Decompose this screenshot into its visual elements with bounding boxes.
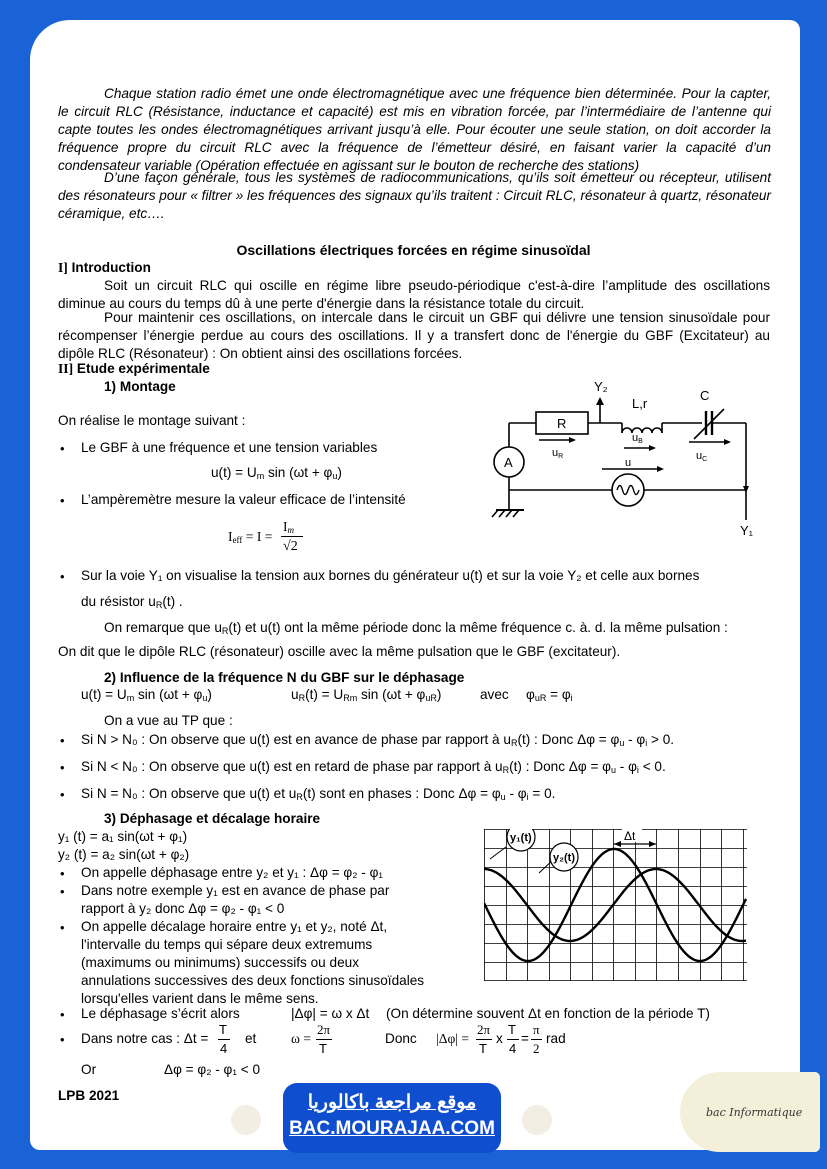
montage-text: On réalise le montage suivant :	[58, 413, 246, 428]
phi-n2: T	[508, 1022, 516, 1037]
donc-label: Donc	[385, 1031, 417, 1046]
case-n-equal: Si N = N₀ : On observe que u(t) et $u_R(t)$ sont en phases : Donc $\Delta\varphi = \varphi_u - \varphi_i = 0$.	[81, 786, 556, 802]
bullet: •	[60, 884, 65, 899]
bullet-amperemetre: L’ampèremètre mesure la valeur efficace de l’intensité	[81, 492, 406, 507]
avec-label: avec	[480, 687, 509, 702]
et-label: et	[245, 1031, 257, 1046]
bac-informatique-text: bac Informatique	[706, 1106, 803, 1119]
bullet: •	[60, 1007, 65, 1022]
decalage-line3: (maximums ou minimums) successifs ou deux	[81, 955, 359, 970]
variable-arrow	[694, 409, 724, 439]
ieff-numerator: $I_m$	[283, 519, 295, 535]
equation-y1: y₁ (t) = a₁ sin(ωt + φ₁)	[58, 829, 188, 844]
right-logo-icon	[522, 1105, 552, 1135]
subsection-dephasage: 3) Déphasage et décalage horaire	[104, 811, 321, 826]
notre-cas: Dans notre cas : Δt =	[81, 1031, 209, 1046]
phi-equals: =	[521, 1031, 529, 1046]
rad-label: rad	[546, 1031, 566, 1046]
remarque-line2: On dit que le dipôle RLC (résonateur) oscille avec la même pulsation que le GBF (excitateur).	[58, 644, 621, 659]
arrow-head	[596, 397, 604, 405]
phi-d3: 2	[533, 1041, 540, 1056]
banner-url[interactable]: BAC.MOURAJAA.COM	[289, 1118, 495, 1139]
bullet: •	[60, 760, 65, 775]
phi-d1: T	[479, 1041, 487, 1056]
section-2-heading: II] Etude expérimentale	[58, 361, 210, 376]
decalage-line4: annulations successives des deux fonctions sinusoïdales	[81, 973, 425, 988]
omega-lhs: ω =	[291, 1031, 312, 1046]
frac-t-den: 4	[220, 1041, 228, 1056]
frac-t-num: T	[219, 1022, 227, 1037]
ground-hatch	[499, 510, 505, 517]
ieff-lhs: $I_{eff} = I$ =	[228, 529, 273, 545]
curve-y2	[484, 869, 746, 941]
label-y2: y₂(t)	[553, 852, 575, 864]
section-1-heading: I] Introduction	[58, 260, 151, 275]
ground-hatch	[492, 510, 498, 517]
equation-ur-t: $u_R(t) = U_{Rm}$ $\sin (\omega t + \varphi_{uR})$	[291, 687, 442, 703]
equation-y2: y₂ (t) = a₂ sin(ωt + φ₂)	[58, 847, 190, 862]
phi-n3: π	[533, 1022, 540, 1037]
bullet: •	[60, 1032, 65, 1047]
label-c: C	[700, 388, 710, 403]
section-1-paragraph-2: Pour maintenir ces oscillations, on intercale dans le circuit un GBF qui délivre une tension sinusoïdale pour récompenser l’énergie perdue au cours des oscillations. Il y a transfert donc de l'énergie du GBF (Excitateur) au dipôle RLC (Résonateur) : On obtient ainsi des oscillations forcées.	[58, 310, 770, 361]
phi-times: x	[496, 1031, 503, 1046]
banner-arabic: موقع مراجعة باكالوريا	[307, 1092, 477, 1113]
rlc-circuit-diagram	[484, 375, 774, 545]
label-ur: uR	[552, 447, 564, 460]
bullet: •	[60, 920, 65, 935]
arrow-head	[649, 445, 656, 451]
equation-u: $u(t) = U_m$ $\sin (\omega t + \varphi_u)$	[211, 465, 342, 481]
label-ub: uB	[632, 432, 643, 445]
bullet: •	[60, 733, 65, 748]
bullet: •	[60, 441, 65, 456]
omega-den: T	[319, 1041, 327, 1056]
bullet-voie-line1: Sur la voie Y₁ on visualise la tension aux bornes du générateur u(t) et sur la voie Y₂ et celle aux bornes	[81, 568, 700, 583]
arrow-head	[657, 466, 664, 472]
case-n-less: Si N < N₀ : On observe que u(t) est en retard de phase par rapport à $u_R(t)$ : Donc $\Delta\varphi = \varphi_u - \varphi_i < 0$.	[81, 759, 666, 775]
label-y1: y₁(t)	[510, 832, 532, 844]
page-title: Oscillations électriques forcées en régime sinusoïdal	[236, 242, 591, 258]
dephasage-formula: |Δφ| = ω x Δt	[291, 1006, 370, 1021]
label-y1: Y₁	[740, 523, 754, 538]
arrow-head	[569, 437, 576, 443]
decalage-line1: On appelle décalage horaire entre y₁ et y₂, noté Δt,	[81, 919, 388, 934]
bullet: •	[60, 569, 65, 584]
site-banner[interactable]	[283, 1083, 501, 1153]
case-n-greater: Si N > N₀ : On observe que u(t) est en avance de phase par rapport à $u_R(t)$ : Donc $\Delta\varphi = \varphi_u - \varphi_i > 0$.	[81, 732, 675, 748]
bullet-gbf: Le GBF à une fréquence et une tension variables	[81, 440, 378, 455]
omega-num: 2π	[317, 1022, 331, 1037]
intro-paragraph-1: Chaque station radio émet une onde électromagnétique avec une fréquence bien déterminée. Pour la capter, le circuit RLC (Résistance, inductance et capacité) est mis en vibration forcée, par l’intermédiaire de l’antenne qui capte toutes les ondes électromagnétiques arrivant jusqu’à elle. Pour écouter une seule station, on doit accorder la fréquence propre du circuit RLC avec la fréquence de l’émetteur désiré, en faisant varier la capacité d’un condensateur variable (Opération effectuée en agissant sur le bouton de recherche des stations)	[58, 86, 771, 173]
phi-d2: 4	[509, 1041, 517, 1056]
bac-informatique-badge	[680, 1072, 820, 1152]
section-1-paragraph-1: Soit un circuit RLC qui oscille en régime libre pseudo-périodique c'est-à-dire l’amplitude des oscillations diminue au cours du temps dû à une perte d'énergie dans la résistance totale du circuit.	[58, 278, 770, 311]
remarque-line1: On remarque que $u_R(t)$ et u(t) ont la même période donc la même fréquence c. à. d. la même pulsation :	[104, 620, 728, 636]
tp-text: On a vue au TP que :	[104, 713, 233, 728]
or-label: Or	[81, 1062, 97, 1077]
equation-phi: $\varphi_{uR} = \varphi_i$	[526, 687, 573, 703]
inductor-coil	[622, 428, 662, 433]
phi-lhs: |Δφ| =	[436, 1031, 470, 1046]
bullet: •	[60, 866, 65, 881]
subsection-montage: 1) Montage	[104, 379, 176, 394]
label-delta-t: Δt	[624, 829, 636, 843]
dephasage-note: (On détermine souvent Δt en fonction de la période T)	[386, 1006, 710, 1021]
label-a: A	[504, 455, 513, 470]
dephasage-ecrit: Le déphasage s’écrit alors	[81, 1006, 240, 1021]
bullet-voie-line2: du résistor $u_R(t)$ .	[81, 594, 183, 610]
arrow-head	[724, 439, 731, 445]
left-logo-icon	[231, 1105, 261, 1135]
bullet: •	[60, 493, 65, 508]
label-lr: L,r	[632, 396, 648, 411]
equation-u-t: $u(t) = U_m$ $\sin (\omega t + \varphi_u)$	[81, 687, 212, 703]
footer-lpb: LPB 2021	[58, 1088, 120, 1103]
label-y2: Y₂	[594, 379, 608, 394]
label-u: u	[625, 457, 632, 469]
exemple-line1: Dans notre exemple y₁ est en avance de phase par	[81, 883, 390, 898]
curve-y1	[484, 849, 746, 961]
or-equation: Δφ = φ₂ - φ₁ < 0	[164, 1062, 261, 1077]
bullet: •	[60, 787, 65, 802]
arrow-head	[614, 841, 621, 847]
sinusoid-graph	[484, 829, 747, 981]
subsection-influence: 2) Influence de la fréquence N du GBF sur le déphasage	[104, 670, 465, 685]
fraction-bar	[281, 536, 303, 537]
decalage-line2: l'intervalle du temps qui sépare deux extremums	[81, 937, 373, 952]
label-r: R	[557, 416, 567, 431]
ground-hatch	[513, 510, 519, 517]
label-uc: uC	[696, 450, 708, 463]
decalage-line5: lorsqu'elles varient dans le même sens.	[81, 991, 319, 1006]
intro-paragraph-2: D’une façon générale, tous les systèmes de radiocommunications, qu’ils soit émetteur ou récepteur, utilisent des résonateurs pour « filtrer » les fréquences des signaux qu’ils traitent : Circuit RLC, résonateur à quartz, résonateur céramique, etc….	[58, 170, 771, 221]
ground-hatch	[506, 510, 512, 517]
arrow-head	[649, 841, 656, 847]
phi-n1: 2π	[477, 1022, 491, 1037]
exemple-line2: rapport à y₂ donc Δφ = φ₂ - φ₁ < 0	[81, 901, 285, 916]
def-dephasage: On appelle déphasage entre y₂ et y₁ : Δφ = φ₂ - φ₁	[81, 865, 383, 880]
ieff-denominator: √2	[283, 539, 298, 554]
